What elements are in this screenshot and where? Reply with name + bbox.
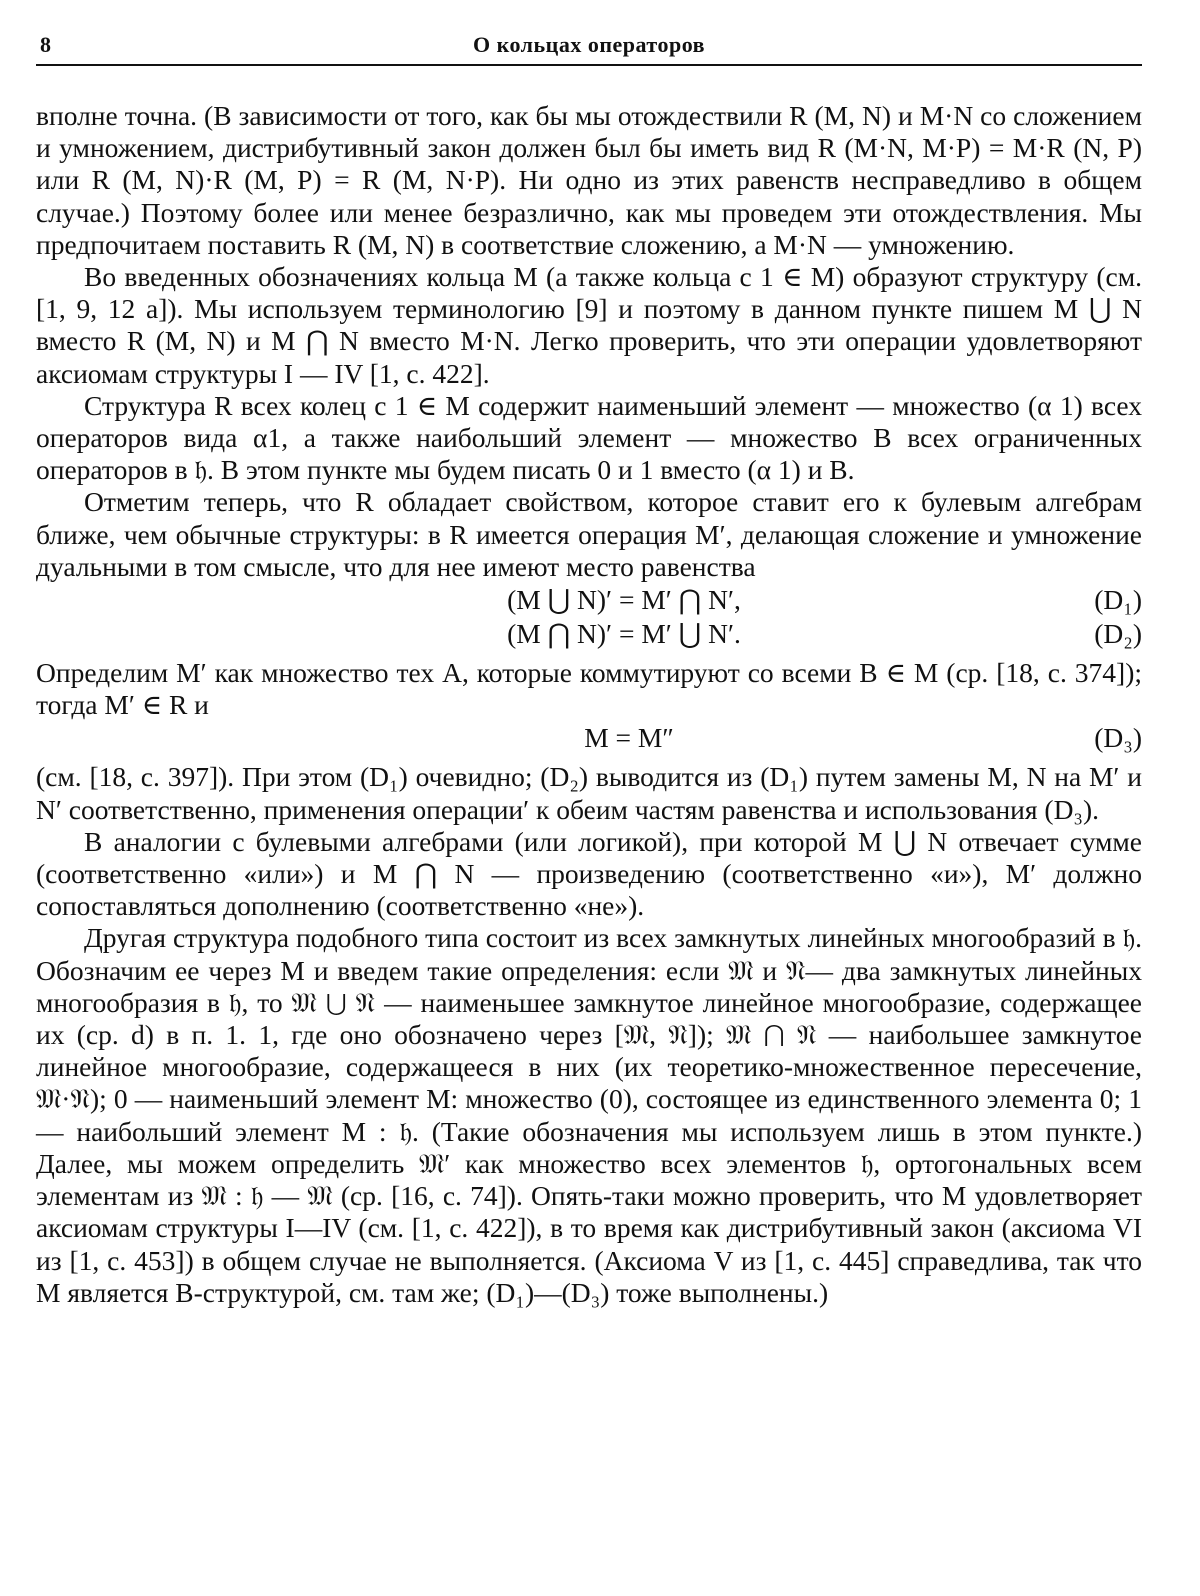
paragraph-7: В аналогии с булевыми алгебрами (или логикой), при которой M ⋃ N отвечает сумме (соответственно «или») и M ⋂ N — произведению (соответственно «и»), M′ должно сопоставляться дополнению (соответственно «не»). [36, 825, 1142, 922]
paragraph-1: вполне точна. (В зависимости от того, как бы мы отождествили R (M, N) и M·N со сложением и умножением, дистрибутивный закон должен был бы иметь вид R (M·N, M·P) = M·R (N, P) или R (M, N)·R (M, P) = R (M, N·P). Ни одно из этих равенств несправедливо в общем случае.) Поэтому более или менее безразлично, как мы проведем эти отождествления. Мы предпочитаем поставить R (M, N) в соответствие сложению, а M·N — умножению. [36, 100, 1142, 260]
paragraph-5: Определим M′ как множество тех A, которые коммутируют со всеми B ∈ M (ср. [18, с. 374]); тогда M′ ∈ R и [36, 657, 1142, 721]
equation-d3-formula: M = M″ [584, 722, 674, 754]
equation-d3 [36, 721, 1142, 755]
paragraph-8: Другая структура подобного типа состоит из всех замкнутых линейных многообразий в 𝔥. Обозначим ее через M и введем такие определения: если 𝔐 и 𝔑— два замкнутых линейных многообразия в 𝔥, то 𝔐 ⋃ 𝔑 — наименьшее замкнутое линейное многообразие, содержащее их (ср. d) в п. 1. 1, где оно обозначено через [𝔐, 𝔑]); 𝔐 ⋂ 𝔑 — наибольшее замкнутое линейное многообразие, содержащееся в них (их теоретико-множественное пересечение, 𝔐·𝔑); 0 — наименьший элемент M: множество (0), состоящее из единственного элемента 0; 1 — наибольший элемент M : 𝔥. (Такие обозначения мы используем лишь в этом пункте.) Далее, мы можем определить 𝔐′ как множество всех элементов 𝔥, ортогональных всем элементам из 𝔐 : 𝔥 — 𝔐 (ср. [16, с. 74]). Опять-таки можно проверить, что M удовлетворяет аксиомам структуры I—IV (см. [1, с. 422]), в то время как дистрибутивный закон (аксиома VI из [1, с. 453]) в общем случае не выполняется. (Аксиома V из [1, с. 445] справедлива, так что M является B-структурой, см. там же; (D₁)—(D₃) тоже выполнены.) [36, 922, 1142, 1308]
equation-d2-label: (D₂) [1094, 618, 1142, 650]
equation-d3-label: (D₃) [1094, 722, 1142, 754]
page-number: 8 [40, 32, 51, 57]
paragraph-2: Во введенных обозначениях кольца M (а также кольца с 1 ∈ M) образуют структуру (см. [1, 9, 12 a]). Мы используем терминологию [9] и поэтому в данном пункте пишем M ⋃ N вместо R (M, N) и M ⋂ N вместо M·N. Легко проверить, что эти операции удовлетворяют аксиомам структуры I — IV [1, с. 422]. [36, 261, 1142, 389]
paragraph-3: Структура R всех колец с 1 ∈ M содержит наименьший элемент — множество (α 1) всех операторов вида α1, а также наибольший элемент — множество B всех ограниченных операторов в 𝔥. В этом пункте мы будем писать 0 и 1 вместо (α 1) и B. [36, 389, 1142, 486]
body-text [36, 100, 1142, 1309]
running-title: О кольцах операторов [472, 32, 706, 57]
equation-d1 [36, 583, 1142, 617]
paragraph-4: Отметим теперь, что R обладает свойством, которое ставит его к булевым алгебрам ближе, чем обычные структуры: в R имеется операция M′, делающая сложение и умножение дуальными в том смысле, что для нее имеют место равенства [36, 486, 1142, 582]
paragraph-6: (см. [18, с. 397]). При этом (D₁) очевидно; (D₂) выводится из (D₁) путем замены M, N на M′ и N′ соответственно, применения операции′ к обеим частям равенства и использования (D₃). [36, 761, 1142, 825]
equation-d2-formula: (M ⋂ N)′ = M′ ⋃ N′. [507, 618, 741, 650]
equation-d1-label: (D₁) [1094, 584, 1142, 616]
page-header [36, 28, 1142, 66]
equation-d1-formula: (M ⋃ N)′ = M′ ⋂ N′, [507, 584, 741, 616]
equation-d2 [36, 617, 1142, 651]
